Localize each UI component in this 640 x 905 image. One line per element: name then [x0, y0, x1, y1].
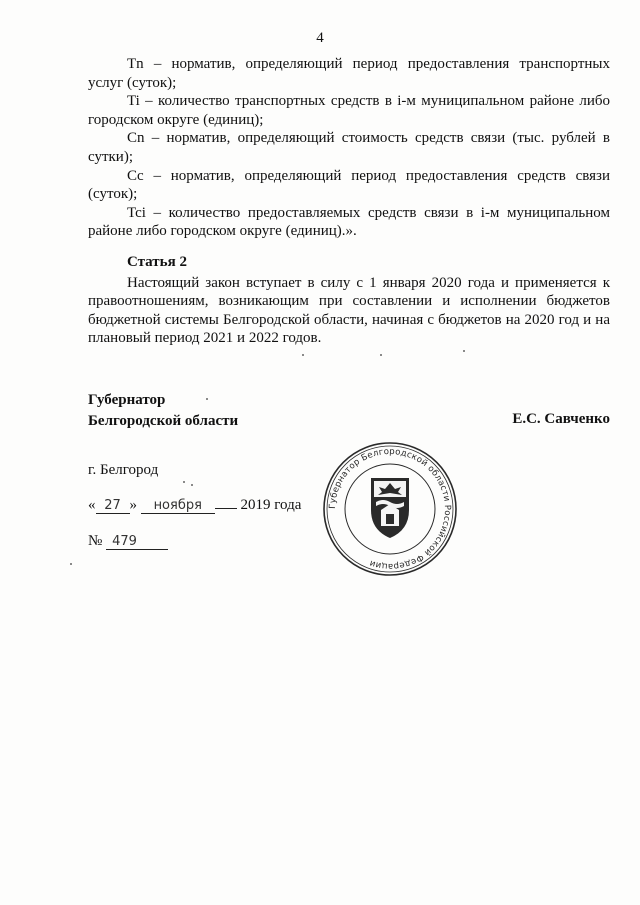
official-seal [321, 440, 459, 578]
scan-speck [70, 563, 72, 565]
date-month: ноября [141, 499, 215, 514]
article-text: Настоящий закон вступает в силу с 1 января 2020 года и применяется к правоотношениям, возникающим при составлении и исполнении бюджетов бюджетной системы Белгородской области, начиная с бюджетов на 2020 год и на плановый период 2021 и 2022 годов. [88, 274, 610, 347]
scan-speck [206, 398, 208, 400]
scan-speck [302, 354, 304, 356]
article-heading: Статья 2 [127, 254, 187, 270]
scan-speck [380, 354, 382, 356]
definition-cc: Cc – норматив, определяющий период предоставления средств связи (суток); [88, 167, 610, 203]
coat-of-arms-icon [371, 478, 409, 538]
page-number: 4 [316, 30, 324, 46]
document-number-line [88, 533, 168, 550]
place-of-signing: г. Белгород [88, 462, 159, 478]
scan-speck [463, 350, 465, 352]
seal-text: Губернатор Белгородской области Российской Федерации [327, 446, 453, 572]
date-day: 27 [96, 499, 130, 514]
date-underline-tail [215, 508, 237, 509]
date-line [88, 497, 301, 514]
definition-cn: Cn – норматив, определяющий стоимость средств связи (тыс. рублей в сутки); [88, 130, 610, 165]
definitions-block [88, 55, 610, 241]
scan-speck [191, 484, 193, 486]
seal-graphic [321, 440, 459, 578]
definition-ti: Ti – количество транспортных средств в i-м муниципальном районе либо городском округе (единиц); [88, 93, 610, 128]
date-close-quote: » [129, 497, 137, 513]
article-2 [88, 253, 610, 348]
definition-tn: Tn – норматив, определяющий период предоставления транспортных услуг (суток); [88, 56, 610, 91]
signatory-title-line2: Белгородской области [88, 413, 239, 429]
signatory-name: Е.С. Савченко [512, 411, 610, 427]
document-number: 479 [106, 535, 168, 550]
date-year: 2019 года [240, 497, 302, 513]
definition-tci: Tci – количество предоставляемых средств связи в i-м муниципальном районе либо городском округе (единиц).». [88, 204, 610, 240]
scan-speck [183, 481, 185, 483]
signatory-title-line1: Губернатор [88, 392, 166, 408]
date-open-quote: « [88, 497, 96, 513]
signatory-title [88, 390, 238, 432]
number-sign: № [88, 533, 103, 549]
